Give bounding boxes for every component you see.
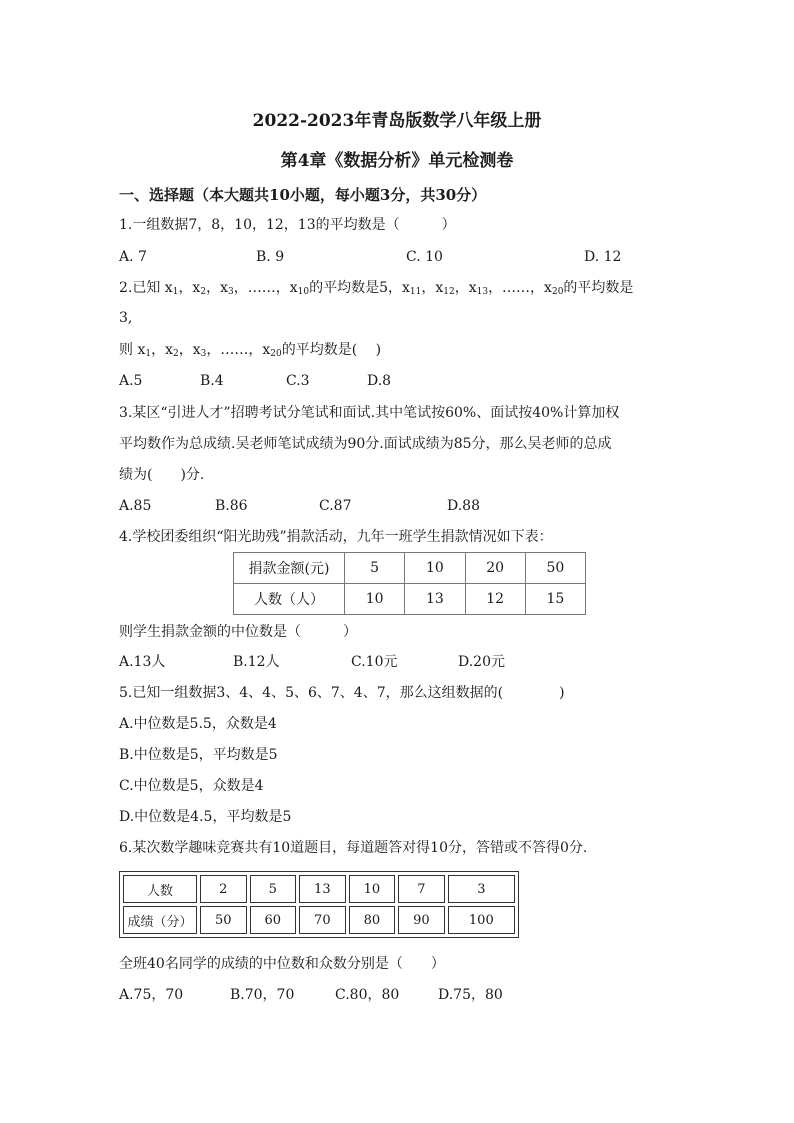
option-d: D.75，80 [438,987,503,1003]
option-c: C.80，80 [335,987,400,1003]
question-3-line-3: 绩为( )分. [119,467,205,483]
option-c: C.中位数是5，众数是4 [119,778,264,794]
question-4-text: 4.学校团委组织“阳光助残”捐款活动，九年一班学生捐款情况如下表： [119,529,553,545]
option-d: D.中位数是4.5，平均数是5 [119,809,292,825]
question-1-text: 1.一组数据7，8，10，12，13的平均数是（ ） [119,217,456,233]
question-6-question: 全班40名同学的成绩的中位数和众数分别是（ ） [119,956,445,972]
question-2-line-2: 3, [119,310,133,326]
option-c: C.87 [319,498,352,514]
table-cell: 12 [465,584,525,615]
table-cell: 人数 [123,875,197,903]
table-cell: 50 [200,906,247,934]
table-cell: 90 [398,906,445,934]
table-row [234,584,586,615]
table-cell: 3 [448,875,515,903]
option-d: D.8 [367,373,392,389]
table-cell: 60 [250,906,297,934]
score-table [119,871,519,938]
question-2-line-3: 则 $x_1$，$x_2$，$x_3$，……，$x_{20}$的平均数是( ) [119,342,382,359]
table-cell: 7 [398,875,445,903]
question-3-line-1: 3.某区“引进人才”招聘考试分笔试和面试.其中笔试按60%、面试按40%计算加权 [119,405,620,421]
exam-title: 2022-2023年青岛版数学八年级上册 [252,111,542,131]
question-4-question: 则学生捐款金额的中位数是（ ） [119,624,357,640]
table-cell: 10 [405,553,465,584]
question-2-line-1: 2.已知 $x_1$，$x_2$，$x_3$，……，$x_{10}$的平均数是5，$x_{11}$，$x_{12}$，$x_{13}$，……，$x_{20}$的平均数是 [119,280,634,297]
table-cell: 13 [299,875,346,903]
table-cell: 5 [250,875,297,903]
option-b: B.中位数是5，平均数是5 [119,747,278,763]
option-a: A.75，70 [119,987,184,1003]
table-cell: 10 [345,584,405,615]
option-d: D.88 [447,498,480,514]
option-b: B.4 [200,373,224,389]
option-c: C. 10 [406,249,443,265]
option-d: D. 12 [584,249,622,265]
option-d: D.20元 [458,654,505,670]
option-a: A.13人 [119,654,166,670]
table-cell: 10 [349,875,396,903]
section-heading: 一、选择题（本大题共10小题，每小题3分，共30分） [119,186,487,204]
exam-subtitle: 第4章《数据分析》单元检测卷 [280,151,514,171]
table-cell: 13 [405,584,465,615]
option-c: C.10元 [351,654,398,670]
donation-table [233,552,586,615]
table-cell: 2 [200,875,247,903]
option-a: A. 7 [119,249,147,265]
table-cell: 70 [299,906,346,934]
table-cell: 50 [525,553,585,584]
table-cell: 5 [345,553,405,584]
option-b: B.12人 [233,654,280,670]
table-cell: 人数（人） [234,584,345,615]
option-b: B. 9 [256,249,285,265]
question-6-text: 6.某次数学趣味竞赛共有10道题目，每道题答对得10分，答错或不答得0分. [119,840,588,856]
table-cell: 成绩（分） [123,906,197,934]
table-row [234,553,586,584]
option-b: B.70，70 [230,987,295,1003]
table-cell: 捐款金额(元) [234,553,345,584]
table-cell: 20 [465,553,525,584]
question-5-text: 5.已知一组数据3、4、4、5、6、7、4、7，那么这组数据的( ) [119,685,565,701]
table-row [123,875,515,903]
table-cell: 15 [525,584,585,615]
option-c: C.3 [286,373,310,389]
question-3-line-2: 平均数作为总成绩.吴老师笔试成绩为90分.面试成绩为85分，那么吴老师的总成 [119,436,612,452]
option-a: A.中位数是5.5，众数是4 [119,716,277,732]
option-a: A.85 [119,498,152,514]
table-cell: 80 [349,906,396,934]
option-a: A.5 [119,373,143,389]
table-cell: 100 [448,906,515,934]
option-b: B.86 [215,498,248,514]
table-row [123,906,515,934]
